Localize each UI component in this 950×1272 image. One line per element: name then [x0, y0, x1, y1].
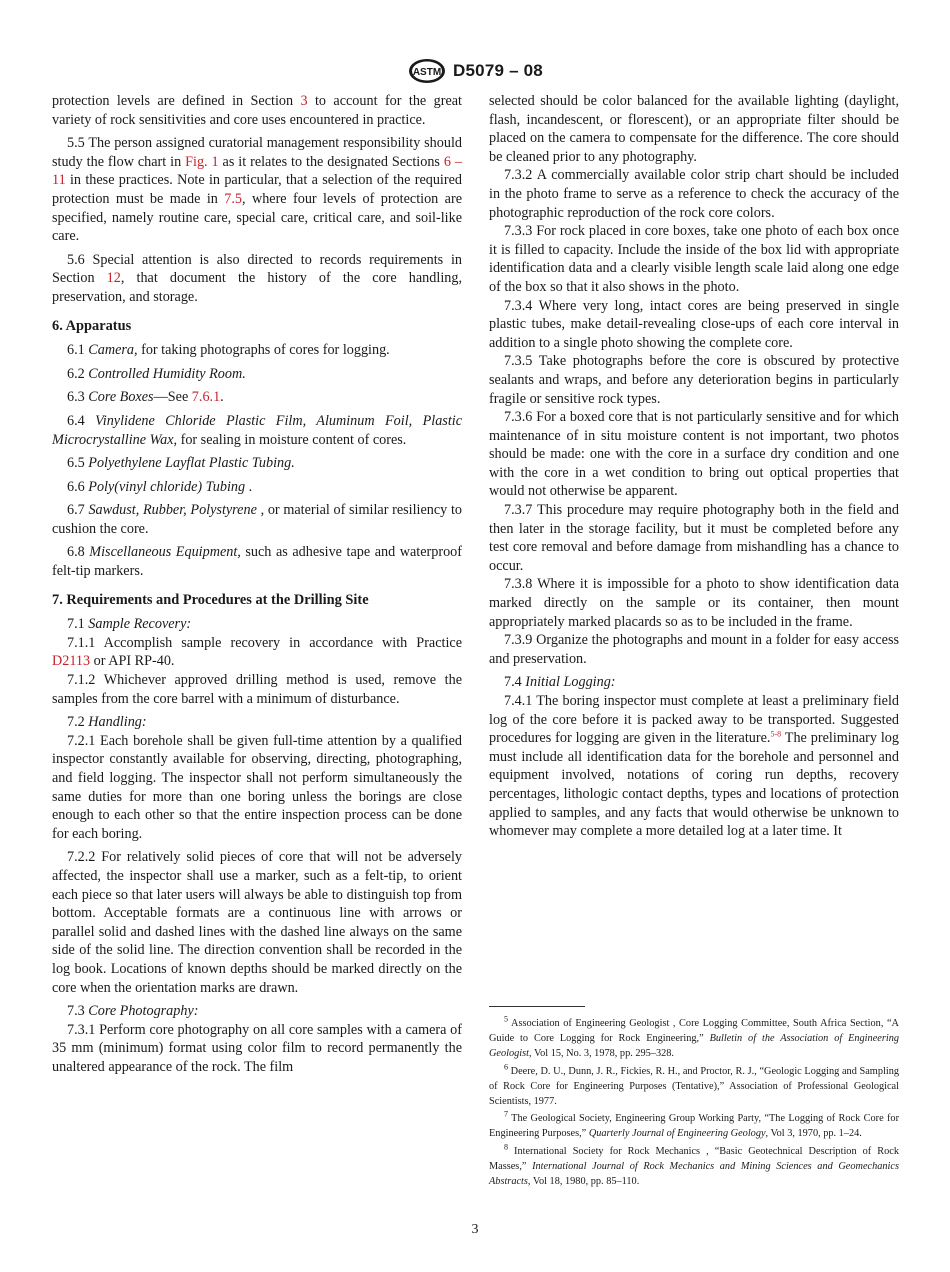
paragraph-6-2: 6.2 Controlled Humidity Room. [67, 365, 246, 382]
paragraph-7-3-3: 7.3.3 For rock placed in core boxes, take one photo of each box once it is filled to capacity. Include the inside of the box lid with appropriate identification data and a clearly visible length scale laid along one edge of the box so that it also shows in the photo. [489, 223, 899, 295]
page-number: 3 [471, 1222, 479, 1237]
paragraph-7-2: 7.2 Handling: [67, 714, 147, 731]
astm-logo-text: ASTM [412, 67, 442, 78]
paragraph-6-3: 6.3 Core Boxes—See 7.6.1. [67, 389, 224, 406]
section-12-link[interactable]: 12 [106, 270, 121, 287]
paragraph-7-1: 7.1 Sample Recovery: [67, 616, 192, 633]
paragraph-6-4: 6.4 Vinylidene Chloride Plastic Film, Aluminum Foil, Plastic Microcrystalline Wax, for sealing in moisture content of cores. [52, 412, 462, 448]
paragraph-7-3-4: 7.3.4 Where very long, intact cores are being preserved in single plastic tubes, make detail-revealing close-ups of each core interval in addition to a single photo showing the complete core. [489, 297, 899, 351]
footnote-6: $^6$ Deere, D. U., Dunn, J. R., Fickies, R. H., and Proctor, R. J., “Geologic Logging and Sampling of Rock Core for Engineering Purposes (Tentative),” Association of Professional Geological Scientists, 1977. [489, 1062, 899, 1108]
section-3-link[interactable]: 3 [300, 93, 308, 109]
paragraph-7-3: 7.3 Core Photography: [67, 1003, 199, 1020]
paragraph-continuation: protection levels are defined in Section 3 to account for the great variety of rock sensitivities and core uses encountered in practice. [52, 93, 462, 128]
paragraph-7-3-1: 7.3.1 Perform core photography on all core samples with a camera of 35 mm (minimum) format using color film to record permanently the unaltered appearance of the rock. The film [52, 1021, 462, 1075]
footnotes [489, 1016, 899, 1191]
right-column [489, 92, 899, 846]
paragraph-5-5: 5.5 The person assigned curatorial management responsibility should study the flow chart in Fig. 1 as it relates to the designated Sections 6 – 11 in these practices. Note in particular, that a selection of the required protection must be made in 7.5, where four levels of protection are specified, namely routine care, special care, critical care, and soil-like care. [52, 135, 462, 245]
paragraph-6-6: 6.6 Poly(vinyl chloride) Tubing . [67, 478, 253, 495]
paragraph-7-1-1: 7.1.1 Accomplish sample recovery in accordance with Practice D2113 or API RP-40. [52, 634, 462, 670]
heading-requirements: 7. Requirements and Procedures at the Drilling Site [52, 591, 369, 608]
section-7-5-link[interactable]: 7.5 [224, 190, 242, 207]
footnote-ref-5-8[interactable]: 5-8 [770, 729, 782, 739]
document-id: D5079 – 08 [453, 61, 543, 80]
heading-apparatus: 6. Apparatus [52, 317, 132, 334]
fig-1-link[interactable]: Fig. 1 [185, 153, 219, 170]
paragraph-7-3-6: 7.3.6 For a boxed core that is not particularly sensitive and for which maintenance of in situ moisture content is not important, two photos should be made: one with the core in a surface dry condition and one with the core in a wet condition to bring out optical properties that would not otherwise be apparent. [489, 409, 899, 500]
paragraph-7-2-1: 7.2.1 Each borehole shall be given full-time attention by a qualified inspector constantly available for observing, directing, photographing, and field logging. The inspector shall not perform simultaneously the same duties for more than one boring unless the borings are close enough to each other so that the entire inspection process can be done for each boring. [52, 732, 462, 842]
left-column [52, 92, 462, 1082]
footnote-divider [489, 1006, 585, 1007]
paragraph-7-3-2: 7.3.2 A commercially available color strip chart should be included in the photo frame to serve as a reference to check the accuracy of the photographic reproduction of the rock core colors. [489, 167, 899, 221]
paragraph-7-3-8: 7.3.8 Where it is impossible for a photo to show identification data marked directly on the sample or its container, then mount appropriately marked placards so as to be included in the frame. [489, 576, 899, 630]
footnote-5: $^5$ Association of Engineering Geologist , Core Logging Committee, South Africa Section, “A Guide to Core Logging for Rock Engineering,” Bulletin of the Association of Engineering Geologist, Vol 15, No. 3, 1978, pp. 295–328. [489, 1014, 899, 1060]
paragraph-7-2-2: 7.2.2 For relatively solid pieces of core that will not be adversely affected, the inspector shall use a marker, such as a felt-tip, to orient each piece so that later users will always be able to distinguish top from bottom. Acceptable formats are a continuous line with arrows or parallel solid and dashed lines with the dashed line always on the same side of the solid line. The direction convention shall be recorded in the log book. Locations of known depths should be marked directly on the core when the orientation marks are drawn. [52, 849, 462, 996]
section-7-6-1-link[interactable]: 7.6.1 [191, 389, 221, 406]
paragraph-7-3-7: 7.3.7 This procedure may require photography both in the field and then later in the storage facility, but it must be completed before any test core removal and before damage from mishandling has a chance to occur. [489, 502, 899, 574]
paragraph-6-7: 6.7 Sawdust, Rubber, Polystyrene , or material of similar resiliency to cushion the core. [52, 502, 463, 537]
paragraph-7-1-2: 7.1.2 Whichever approved drilling method is used, remove the samples from the core barrel with a minimum of disturbance. [52, 672, 462, 707]
paragraph-7-4: 7.4 Initial Logging: [504, 674, 616, 691]
paragraph-6-8: 6.8 Miscellaneous Equipment, such as adhesive tape and waterproof felt-tip markers. [52, 544, 463, 580]
sections-6-11-link[interactable]: 6 – 11 [52, 153, 462, 189]
paragraph-7-3-5: 7.3.5 Take photographs before the core is obscured by protective sealants and wraps, and before any deterioration begins in particularly fragile or sensitive rock types. [489, 353, 899, 407]
footnote-8: $^8$ International Society for Rock Mechanics , “Basic Geotechnical Description of Rock Masses,” International Journal of Rock Mechanics and Mining Sciences and Geomechanics Abstracts, Vol 18, 1980, pp. 85–110. [489, 1142, 899, 1188]
paragraph-6-5: 6.5 Polyethylene Layflat Plastic Tubing. [67, 455, 295, 472]
paragraph-7-4-1: 7.4.1 The boring inspector must complete at least a preliminary field log of the core before it is packed away to be transported. Suggested procedures for logging are given in the literature.$^{5-8}$ The preliminary log must include all identification data for the borehole and personnel and equipment involved, notations of coring run depths, recovery percentages, lithologic contact depths, types and locations of protection applied to samples, and any facts that would otherwise be unknown to whomever may complete a more detailed log at a later time. It [489, 693, 899, 840]
astm-logo-icon [407, 57, 447, 85]
footnote-7: $^7$ The Geological Society, Engineering Group Working Party, “The Logging of Rock Core for Engineering Purposes,” Quarterly Journal of Engineering Geology, Vol 3, 1970, pp. 1–24. [489, 1109, 899, 1140]
d2113-link[interactable]: D2113 [52, 653, 91, 670]
paragraph-6-1: 6.1 Camera, for taking photographs of cores for logging. [67, 342, 390, 359]
paragraph-7-3-9: 7.3.9 Organize the photographs and mount in a folder for easy access and preservation. [489, 632, 899, 667]
paragraph-continuation-right: selected should be color balanced for the available lighting (daylight, flash, incandescent, or florescent), or an appropriate filter should be placed on the camera to compensate for the difference. The core should be cleaned prior to any photography. [489, 93, 899, 165]
paragraph-5-6: 5.6 Special attention is also directed to records requirements in Section 12, that document the history of the core handling, preservation, and storage. [52, 251, 462, 305]
page-header [0, 56, 950, 86]
